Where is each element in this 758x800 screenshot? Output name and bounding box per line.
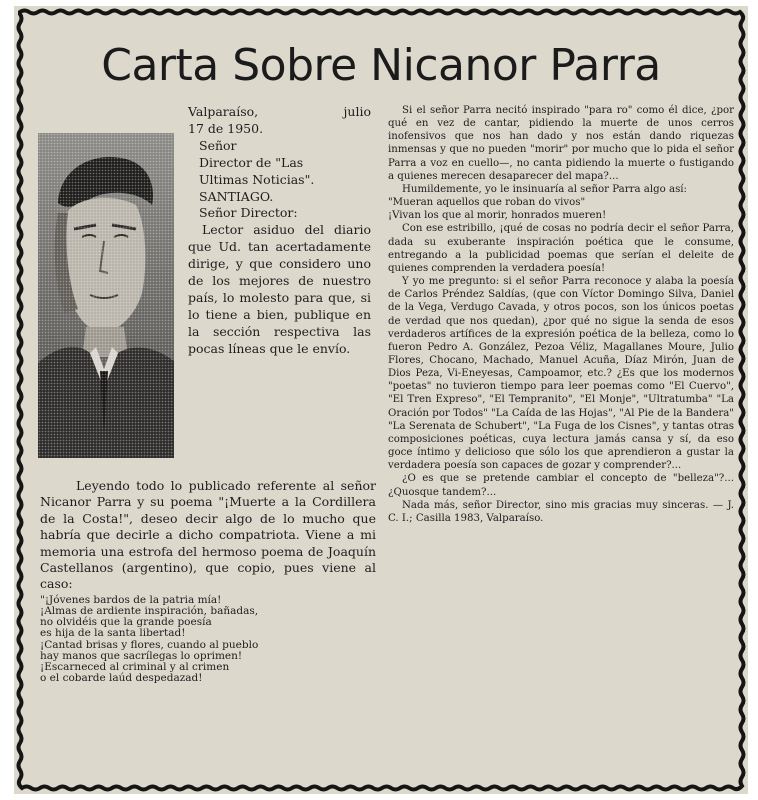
greeting-line: Señor Director: [199, 205, 298, 221]
left-column-body [40, 478, 376, 684]
verse-line: ¡Escarneced al criminal y al crimen [40, 661, 230, 674]
date-line-2: 17 de 1950. [188, 120, 264, 136]
verse-line: no olvidéis que la grande poesía [40, 616, 212, 629]
reading-paragraph: Leyendo todo lo publicado referente al señor Nicanor Parra y su poema "¡Muerte a la Cordillera de la Costa!", deseo decir algo de lo mucho que habría que decirle a dicho compatriota. Viene a mi memoria una estrofa del hermoso poema de Joaquín Castellanos (argentino), que copio, pues viene al caso: [40, 478, 376, 592]
verse-line: o el cobarde laúd despedazad! [40, 672, 203, 685]
date-line-1: Valparaíso, julio [188, 104, 371, 119]
right-paragraph-1: Si el señor Parra necitó inspirado "para ro" como él dice, ¿por qué en vez de cantar, pidiendo la muerte de unos cerros inofensivos que nos han dado y nos están dando riquezas inmensas y que no pueden "morir" por mucho que lo pida el señor Parra a voz en cuello—, no canta pidiendo la muerte o fustigando a quienes merecen desaparecer del mapa?... [388, 105, 734, 182]
right-paragraph-3: Con ese estribillo, ¡qué de cosas no podría decir el señor Parra, dada su exuberante inspiración poética que le consume, entregando a la publicidad poemas que serían el deleite de quienes comprenden la verdadera poesía! [388, 223, 734, 274]
verse-line: hay manos que sacrílegas lo oprimen! [40, 649, 243, 662]
salutation: Señor [199, 137, 237, 153]
right-column-body [388, 104, 734, 525]
signature-paragraph: Nada más, señor Director, sino mis gracias muy sinceras. — J. C. I.; Casilla 1983, Valparaíso. [388, 499, 734, 524]
slogan-line-1: "Mueran aquellos que roban do vivos" [388, 197, 586, 209]
right-paragraph-4: Y yo me pregunto: si el señor Parra reconoce y alaba la poesía de Carlos Préndez Saldías, (que con Víctor Domingo Silva, Daniel de la Vega, Verdugo Cavada, y otros pocos, son los únicos poetas de verdad que nos quedan), ¿por qué no sigue la senda de esos verdaderos artífices de la expresión poética de la belleza, como lo fueron Pedro A. González, Pezoa Véliz, Magallanes Moure, Julio Flores, Chocano, Machado, Manuel Acuña, Díaz Mirón, Juan de Dios Peza, Vi-Eneyesas, Campoamor, etc.? ¿Es que los modernos "poetas" no tuvieron tiempo para leer poemas como "El Cuervo", "El Tren Expreso", "El Tempranito", "El Monje", "Ultratumba" "La Oración por Todos" "La Caída de las Hojas", "Al Pie de la Bandera" "La Serenata de Schubert", "La Fuga de los Cisnes", y tantas otras composiciones poéticas, cuya lectura jamás cansa y sí, da eso goce íntimo y delicioso que sólo los que aprendieron a gustar la verdadera poesía son capaces de gozar y comprender?... [388, 276, 734, 472]
addressee-line-1: Director de "Las [199, 154, 304, 170]
opening-paragraph: Lector asiduo del diario que Ud. tan acertadamente dirige, y que considero uno de los mejores de nuestro país, lo molesto para que, si lo tiene a bien, publique en la sección respectiva las pocas líneas que le envío. [188, 222, 371, 356]
letter-header [188, 104, 371, 358]
city-line: SANTIAGO. [199, 188, 274, 204]
verse-line: "¡Jóvenes bardos de la patria mía! [40, 593, 222, 606]
right-paragraph-2: Humildemente, yo le insinuaría al señor Parra algo así: [402, 183, 687, 195]
slogan-line-2: ¡Vivan los que al morir, honrados mueren! [388, 210, 607, 222]
addressee-line-2: Ultimas Noticias". [199, 171, 315, 187]
verse-line: ¡Almas de ardiente inspiración, bañadas, [40, 605, 259, 618]
quoted-verse [40, 595, 376, 685]
verse-line: es hija de la santa libertad! [40, 627, 186, 640]
portrait-photo [38, 133, 174, 458]
right-paragraph-5: ¿O es que se pretende cambiar el concepto de "belleza"?... ¿Quosque tandem?... [388, 473, 734, 498]
verse-line: ¡Cantad brisas y flores, cuando al pueblo [40, 638, 259, 651]
headline: Carta Sobre Nicanor Parra [101, 40, 661, 91]
newspaper-clipping [14, 6, 748, 794]
